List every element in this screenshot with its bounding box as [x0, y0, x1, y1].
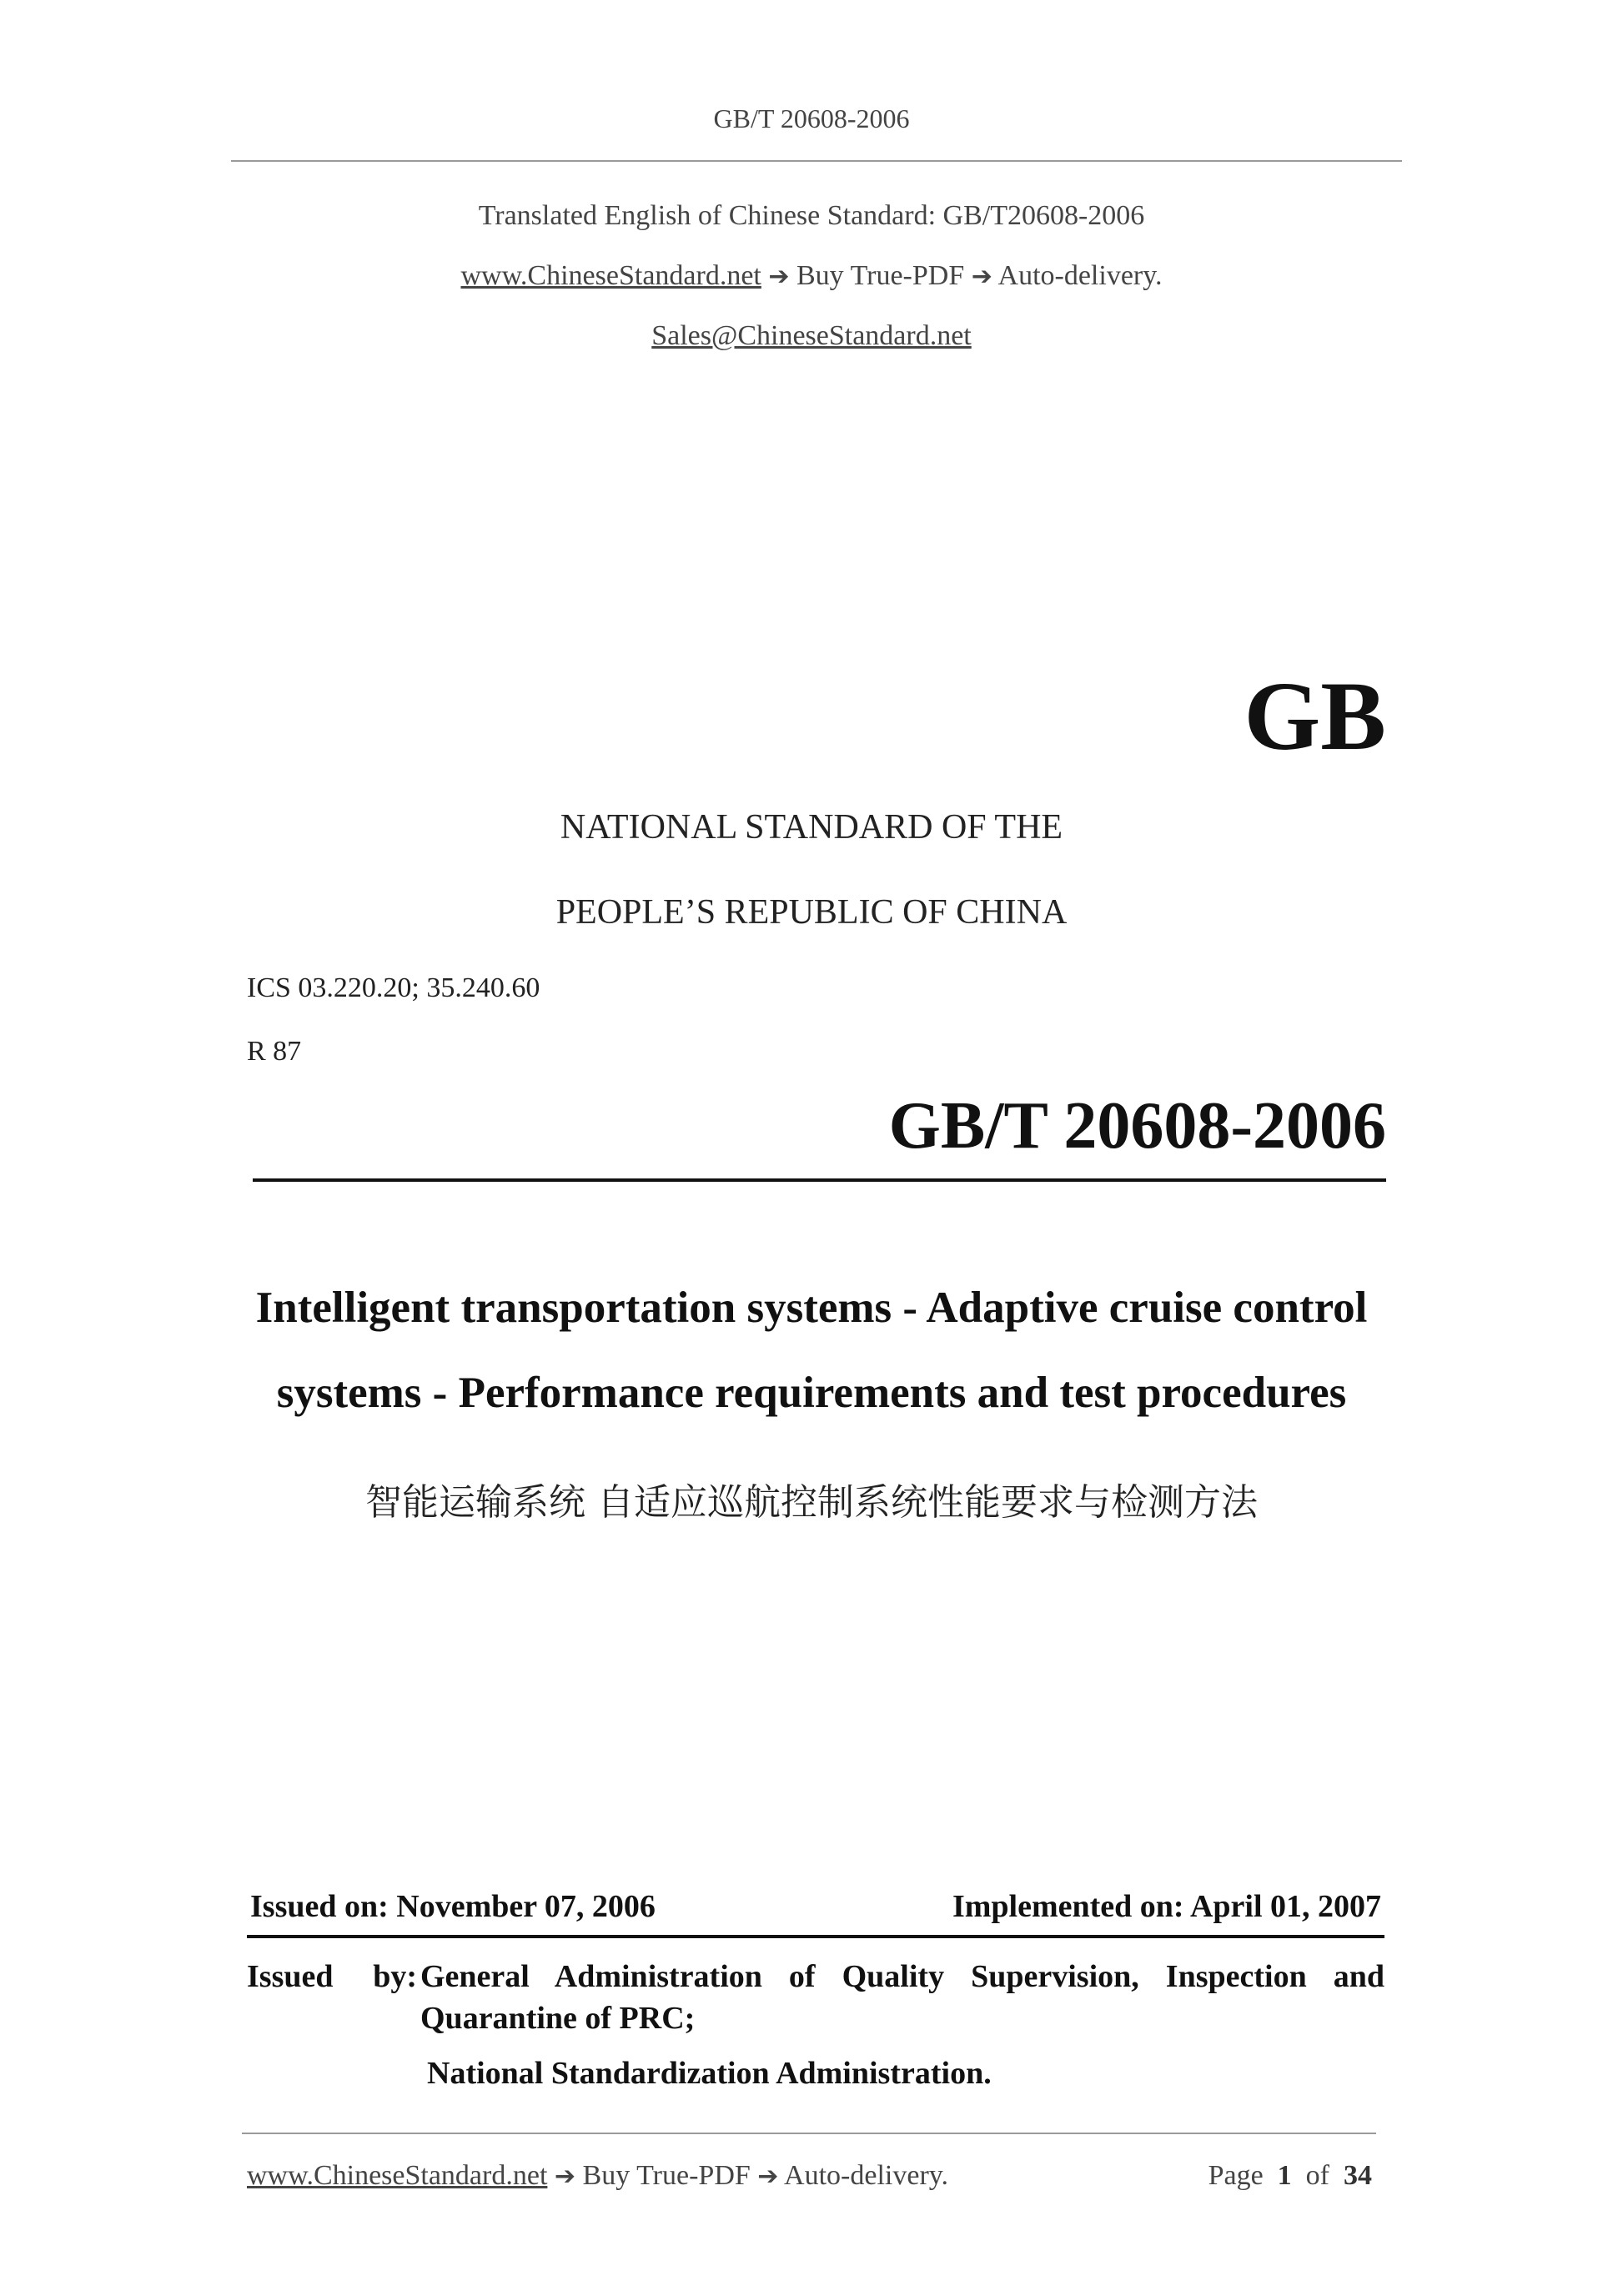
footer-divider — [242, 2133, 1376, 2134]
footer-site-link[interactable]: www.ChineseStandard.net — [247, 2160, 548, 2191]
page-of: of — [1305, 2160, 1329, 2191]
buy-true-pdf-text: Buy True-PDF — [796, 260, 965, 291]
arrow-right-icon: ➔ — [971, 262, 992, 291]
issuer-line2: Quarantine of PRC; — [420, 2001, 696, 2036]
gb-mark: GB — [1244, 661, 1386, 771]
title-en-line2: systems - Performance requirements and test procedures — [276, 1369, 1347, 1417]
ccs-code: R 87 — [247, 1036, 302, 1067]
issued-on: Issued on: November 07, 2006 — [250, 1889, 656, 1924]
standard-number-rule — [253, 1178, 1386, 1182]
site-link[interactable]: www.ChineseStandard.net — [460, 260, 761, 291]
issued-by-label: Issued by: — [247, 1959, 417, 1994]
issue-dates-rule — [247, 1935, 1384, 1938]
page-total: 34 — [1344, 2160, 1372, 2191]
arrow-right-icon: ➔ — [757, 2162, 779, 2191]
implemented-on: Implemented on: April 01, 2007 — [952, 1889, 1381, 1924]
header-divider — [231, 160, 1402, 162]
national-standard-line1: NATIONAL STANDARD OF THE — [560, 808, 1063, 847]
translation-notice: Translated English of Chinese Standard: GB/T20608-2006 — [478, 200, 1145, 231]
page-label: Page — [1208, 2160, 1264, 2191]
promo-line — [0, 260, 1623, 292]
email-link[interactable]: Sales@ChineseStandard.net — [651, 320, 972, 351]
issuer-line3: National Standardization Administration. — [427, 2056, 992, 2091]
arrow-right-icon: ➔ — [768, 262, 790, 291]
footer-buy-text: Buy True-PDF — [582, 2160, 751, 2191]
national-standard-line2: PEOPLE’S REPUBLIC OF CHINA — [555, 893, 1068, 932]
ics-code: ICS 03.220.20; 35.240.60 — [247, 972, 540, 1003]
footer-promo — [247, 2160, 948, 2192]
page-indicator — [1208, 2160, 1372, 2192]
title-en-line1: Intelligent transportation systems - Adaptive cruise control — [255, 1284, 1368, 1332]
footer-delivery-text: Auto-delivery. — [784, 2160, 949, 2191]
issue-dates — [250, 1888, 1381, 1925]
title-chinese: 智能运输系统 自适应巡航控制系统性能要求与检测方法 — [365, 1481, 1258, 1524]
auto-delivery-text: Auto-delivery. — [997, 260, 1163, 291]
issuer-line1: General Administration of Quality Supervision, Inspection and — [420, 1959, 1384, 1994]
arrow-right-icon: ➔ — [554, 2162, 576, 2191]
page-current: 1 — [1277, 2160, 1292, 2191]
standard-number: GB/T 20608-2006 — [888, 1089, 1386, 1163]
running-header: GB/T 20608-2006 — [713, 103, 910, 133]
email-line — [0, 320, 1623, 352]
